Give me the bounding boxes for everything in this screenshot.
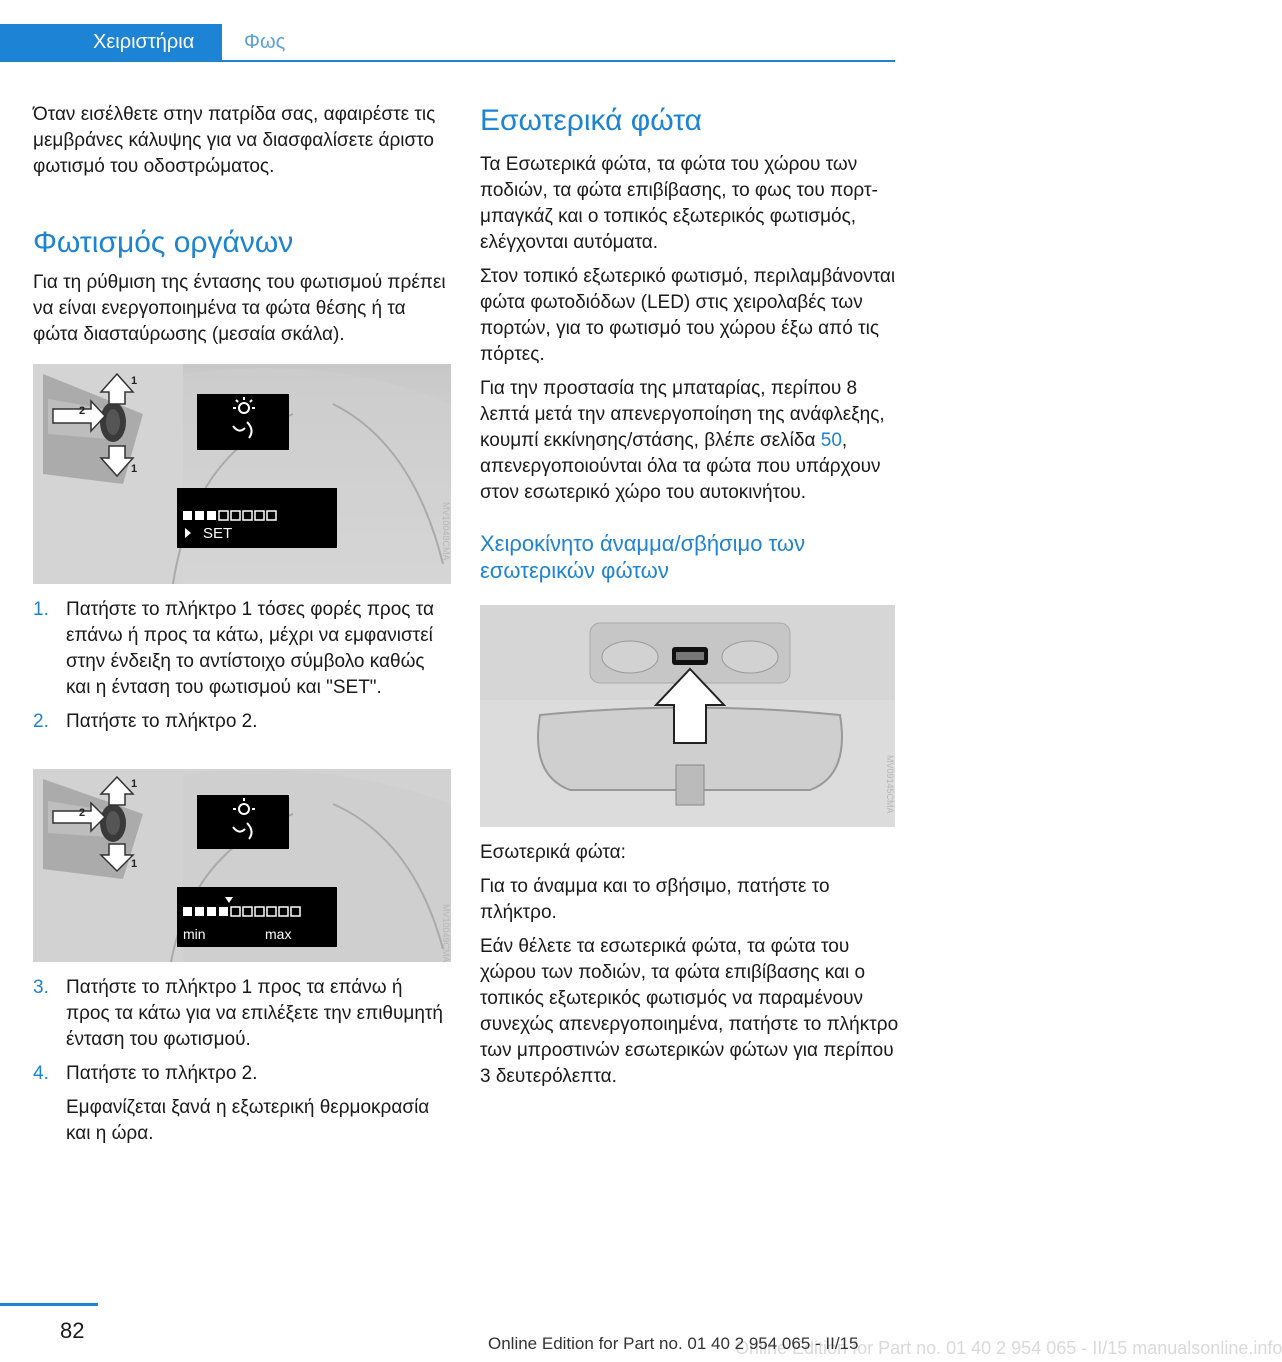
- step-number: 3.: [33, 977, 49, 998]
- footer-rule: [0, 1303, 98, 1306]
- figure-interior-light-button: [480, 605, 895, 827]
- step-number: 1.: [33, 599, 49, 620]
- intro-paragraph: [33, 102, 451, 180]
- step-text: Πατήστε το πλήκτρο 1 τόσες φορές προς τα επάνω ή προς τα κάτω, μέχρι να εμφανιστεί στην ένδειξη το αντίστοιχο σύμβολο καθώς και η ένταση του φωτισμού και "SET".: [66, 599, 434, 698]
- callout-1-top: 1: [131, 375, 138, 387]
- callout-2: 2: [79, 405, 86, 417]
- page-header: [0, 0, 960, 62]
- step-number: 4.: [33, 1063, 49, 1084]
- step-item: [33, 1061, 451, 1147]
- interior-lights-p1: Τα Εσωτερικά φώτα, τα φώτα του χώρου των ποδιών, τα φώτα επιβίβασης, το φως του πορτ-μπαγκάζ και ο τοπικός εξωτερικός φωτισμός, ελέγχονται αυτόματα.: [480, 154, 878, 253]
- callout-1-top: 1: [131, 778, 138, 790]
- display-max-label: max: [265, 926, 292, 942]
- step-text: Πατήστε το πλήκτρο 2.: [66, 1063, 258, 1084]
- step-text: Πατήστε το πλήκτρο 2.: [66, 711, 258, 732]
- callout-1-bottom: 1: [131, 858, 138, 870]
- figure-caption: Εσωτερικά φώτα:: [480, 842, 626, 863]
- figure-instrument-cluster-set: [33, 364, 451, 584]
- figure-id: MV10049CMA: [441, 904, 451, 963]
- p3-text-after: , απενεργοποιούνται όλα τα φώτα που υπάρχουν στον εσωτερικό χώρο του αυτοκινήτου.: [480, 430, 881, 503]
- instrument-lighting-text: Για τη ρύθμιση της έντασης του φωτισμού πρέπει να είναι ενεργοποιημένα τα φώτα θέσης ή τα φώτα διασταύρωσης (μεσαία σκάλα).: [33, 272, 446, 345]
- figure-id: MV09145CMA: [885, 755, 895, 814]
- interior-lights-section: [480, 104, 900, 584]
- interior-lights-p2: Στον τοπικό εξωτερικό φωτισμό, περιλαμβάνονται φώτα φωτοδιόδων (LED) στις χειρολαβές των πορτών, για το φωτισμό του χώρου έξω από τις πόρτες.: [480, 266, 896, 365]
- tab-controls[interactable]: Χειριστήρια: [0, 24, 222, 62]
- step-number: 2.: [33, 711, 49, 732]
- header-rule: [222, 60, 895, 62]
- p3-text-before: Για την προστασία της μπαταρίας, περίπου 8 λεπτά μετά την απενεργοποίηση της ανάφλεξης, κουμπί εκκίνησης/στάσης, βλέπε σελίδα: [480, 378, 885, 451]
- callout-2: 2: [79, 807, 86, 819]
- step-text: Πατήστε το πλήκτρο 1 προς τα επάνω ή προς τα κάτω για να επιλέξετε την επιθυμητή ένταση του φωτισμού.: [66, 977, 443, 1050]
- figure-instrument-cluster-minmax: [33, 769, 451, 962]
- callout-1-bottom: 1: [131, 463, 138, 475]
- heading-instrument-lighting: Φωτισμός οργάνων: [33, 226, 294, 259]
- manual-switch-text: [480, 840, 900, 1090]
- step-item: [33, 709, 451, 735]
- page-link[interactable]: 50: [820, 430, 842, 451]
- step-note: Εμφανίζεται ξανά η εξωτερική θερμοκρασία και η ώρα.: [66, 1097, 430, 1144]
- step-item: [33, 975, 451, 1053]
- display-min-label: min: [183, 926, 206, 942]
- intro-text: Όταν εισέλθετε στην πατρίδα σας, αφαιρέστε τις μεμβράνες κάλυψης για να διασφαλίσετε άριστο φωτισμό του οδοστρώματος.: [33, 104, 436, 177]
- edition-line: Online Edition for Part no. 01 40 2 954 065 - II/15: [488, 1334, 859, 1353]
- page-number: 82: [60, 1318, 85, 1343]
- figure-id: MV10048CMA: [441, 502, 451, 561]
- steps-list-a: [33, 597, 451, 735]
- watermark: Online Edition for Part no. 01 40 2 954 065 - II/15 manualsonline.info: [735, 1338, 1282, 1358]
- manual-switch-p1: Για το άναμμα και το σβήσιμο, πατήστε το πλήκτρο.: [480, 876, 830, 923]
- heading-manual-switch: Χειροκίνητο άναμμα/σβήσιμο των εσωτερικών φώτων: [480, 531, 806, 583]
- heading-interior-lights: Εσωτερικά φώτα: [480, 104, 703, 137]
- steps-list-b: [33, 975, 451, 1147]
- tab-lights[interactable]: Φως: [244, 31, 286, 53]
- display-set-text: SET: [203, 525, 233, 542]
- instrument-lighting-section: [33, 226, 451, 348]
- interior-lights-p3: [480, 376, 900, 506]
- manual-switch-p2: Εάν θέλετε τα εσωτερικά φώτα, τα φώτα του χώρου των ποδιών, τα φώτα επιβίβασης και ο τοπικός εξωτερικός φωτισμός να παραμένουν συνεχώς απενεργοποιημένα, πατήστε το πλήκτρο των μπροστινών εσωτερικών φώτων για περίπου 3 δευτερόλεπτα.: [480, 936, 899, 1087]
- step-item: [33, 597, 451, 701]
